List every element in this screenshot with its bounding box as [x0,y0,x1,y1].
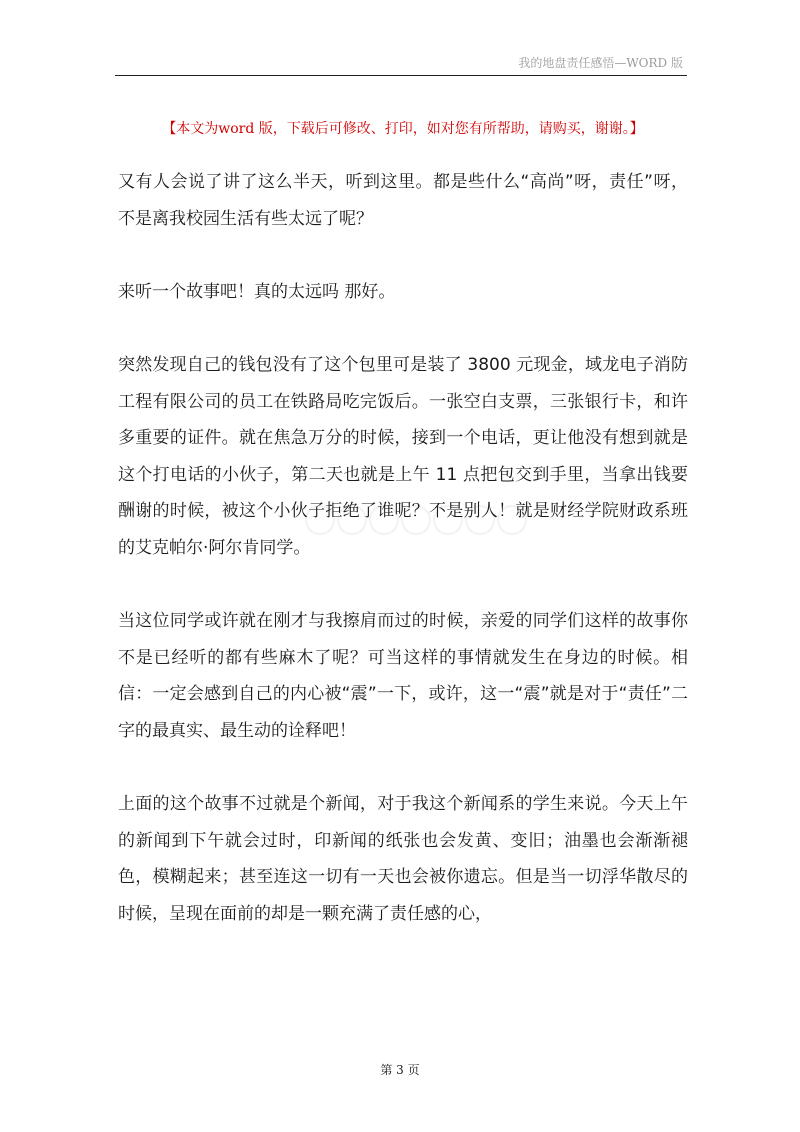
page-number: 第 3 页 [380,1063,420,1077]
paragraph: 又有人会说了讲了这么半天，听到这里。都是些什么“高尚”呀，责任”呀，不是离我校园生活有些太远了呢？ [118,172,688,229]
paragraph: 来听一个故事吧！真的太远吗 那好。 [118,281,396,302]
download-notice: 【本文为word 版，下载后可修改、打印，如对您有所帮助，请购买，谢谢。】 [162,121,644,137]
paragraph: 突然发现自己的钱包没有了这个包里可是装了 3800 元现金，域龙电子消防工程有限公司的员工在铁路局吃完饭后。一张空白支票，三张银行卡，和许多重要的证件。就在焦急万分的时候，接到一个电话，更让他没有想到就是这个打电话的小伙子，第二天也就是上午 11 点把包交到手里，当拿出钱要酬谢的时候，被这个小伙子拒绝了谁呢？不是别人！就是财经学院财政系班的艾克帕尔·阿尔肯同学。 [118,354,688,558]
header-divider [115,75,687,76]
header-title: 我的地盘责任感悟—WORD 版 [518,56,683,70]
document-body [118,164,688,969]
paragraph: 上面的这个故事不过就是个新闻，对于我这个新闻系的学生来说。今天上午的新闻到下午就会过时，印新闻的纸张也会发黄、变旧；油墨也会渐渐褪色，模糊起来；甚至连这一切有一天也会被你遗忘。但是当一切浮华散尽的时候，呈现在面前的却是一颗充满了责任感的心， [118,794,688,924]
paragraph: 当这位同学或许就在刚才与我擦肩而过的时候，亲爱的同学们这样的故事你不是已经听的都有些麻木了呢？可当这样的事情就发生在身边的时候。相信：一定会感到自己的内心被“震”一下，或许，这一“震”就是对于“责任”二字的最真实、最生动的诠释吧！ [118,611,688,741]
